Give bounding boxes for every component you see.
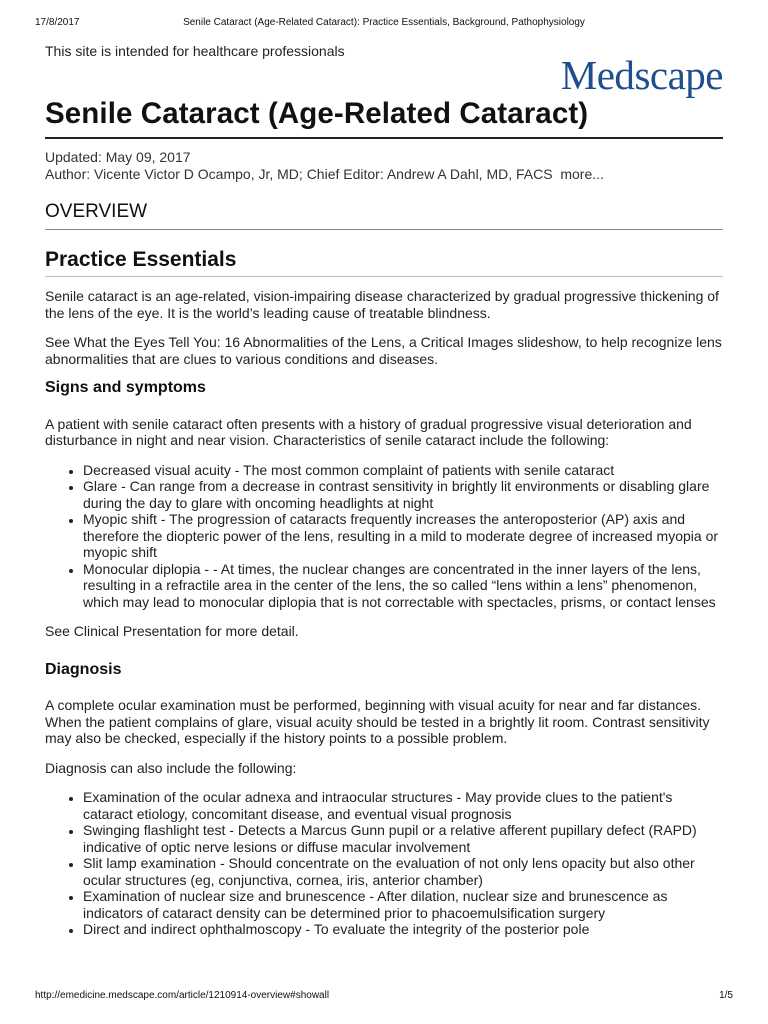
list-item: • Decreased visual acuity - The most common complaint of patients with senile cataract [83, 462, 723, 479]
print-header [35, 17, 733, 31]
list-item: • Swinging flashlight test - Detects a Marcus Gunn pupil or a relative afferent pupillary defect (RAPD) indicative of optic nerve lesions or diffuse macular involvement [83, 822, 723, 855]
author-line [45, 166, 604, 183]
updated-date: Updated: May 09, 2017 [45, 149, 191, 165]
list-item: • Examination of the ocular adnexa and intraocular structures - May provide clues to the patient's cataract etiology, concomitant disease, and eventual visual prognosis [83, 789, 723, 822]
list-item: • Myopic shift - The progression of cataracts frequently increases the anteroposterior (AP) axis and therefore the diopteric power of the lens, resulting in a mild to moderate degree of increased myopia or myopic shift [83, 511, 723, 561]
article-body [45, 288, 723, 951]
diagnosis-list [45, 789, 723, 938]
signs-heading: Signs and symptoms [45, 379, 206, 396]
signs-intro: A patient with senile cataract often presents with a history of gradual progressive visual deterioration and disturbance in night and near vision. Characteristics of senile cataract include the following: [45, 415, 692, 448]
more-authors-link[interactable]: more... [560, 166, 604, 182]
section-overview-heading: OVERVIEW [45, 201, 723, 230]
medscape-logo[interactable]: Medscape [560, 52, 723, 98]
signs-list [45, 462, 723, 611]
diagnosis-paragraph-2: Diagnosis can also include the following: [45, 759, 297, 776]
print-footer [35, 990, 733, 1004]
diagnosis-paragraph: A complete ocular examination must be performed, beginning with visual acuity for near and far distances. When the patient complains of glare, visual acuity should be tested in a brightly lit room. Contrast sensitivity may also be checked, especially if the history points to a possible problem. [45, 697, 710, 746]
intro-paragraph: Senile cataract is an age-related, vision-impairing disease characterized by gradual progressive thickening of the lens of the eye. It is the world’s leading cause of treatable blindness. [45, 288, 719, 321]
article-meta [45, 149, 604, 183]
print-page-title: Senile Cataract (Age-Related Cataract): Practice Essentials, Background, Pathophysiology [183, 17, 585, 28]
article-title: Senile Cataract (Age-Related Cataract) [45, 97, 723, 139]
slideshow-paragraph: See What the Eyes Tell You: 16 Abnormalities of the Lens, a Critical Images slideshow, to help recognize lens abnormalities that are clues to various conditions and diseases. [45, 334, 722, 367]
print-date: 17/8/2017 [35, 17, 80, 28]
list-item: • Monocular diplopia - - At times, the nuclear changes are concentrated in the inner layers of the lens, resulting in a refractile area in the center of the lens, the so called “lens within a lens” phenomenon, which may lead to monocular diplopia that is not correctable with spectacles, prisms, or contact lenses [83, 561, 723, 611]
list-item: • Slit lamp examination - Should concentrate on the evaluation of not only lens opacity but also other ocular structures (eg, conjunctiva, cornea, iris, anterior chamber) [83, 855, 723, 888]
page-url: http://emedicine.medscape.com/article/1210914-overview#showall [35, 990, 330, 1001]
page-number: 1/5 [719, 990, 733, 1001]
practice-essentials-heading: Practice Essentials [45, 248, 723, 277]
list-item: • Glare - Can range from a decrease in contrast sensitivity in brightly lit environments or disabling glare during the day to glare with oncoming headlights at night [83, 478, 723, 511]
article-content [45, 41, 723, 937]
list-item: • Direct and indirect ophthalmoscopy - To evaluate the integrity of the posterior pole [83, 921, 723, 938]
clinical-presentation-link[interactable]: See Clinical Presentation for more detail. [45, 623, 299, 639]
author-names: Author: Vicente Victor D Ocampo, Jr, MD; Chief Editor: Andrew A Dahl, MD, FACS [45, 166, 553, 182]
list-item: • Examination of nuclear size and brunescence - After dilation, nuclear size and brunescence as indicators of cataract density can be determined prior to phacoemulsification surgery [83, 888, 723, 921]
site-notice: This site is intended for healthcare professionals [45, 43, 345, 59]
diagnosis-heading: Diagnosis [45, 660, 122, 678]
